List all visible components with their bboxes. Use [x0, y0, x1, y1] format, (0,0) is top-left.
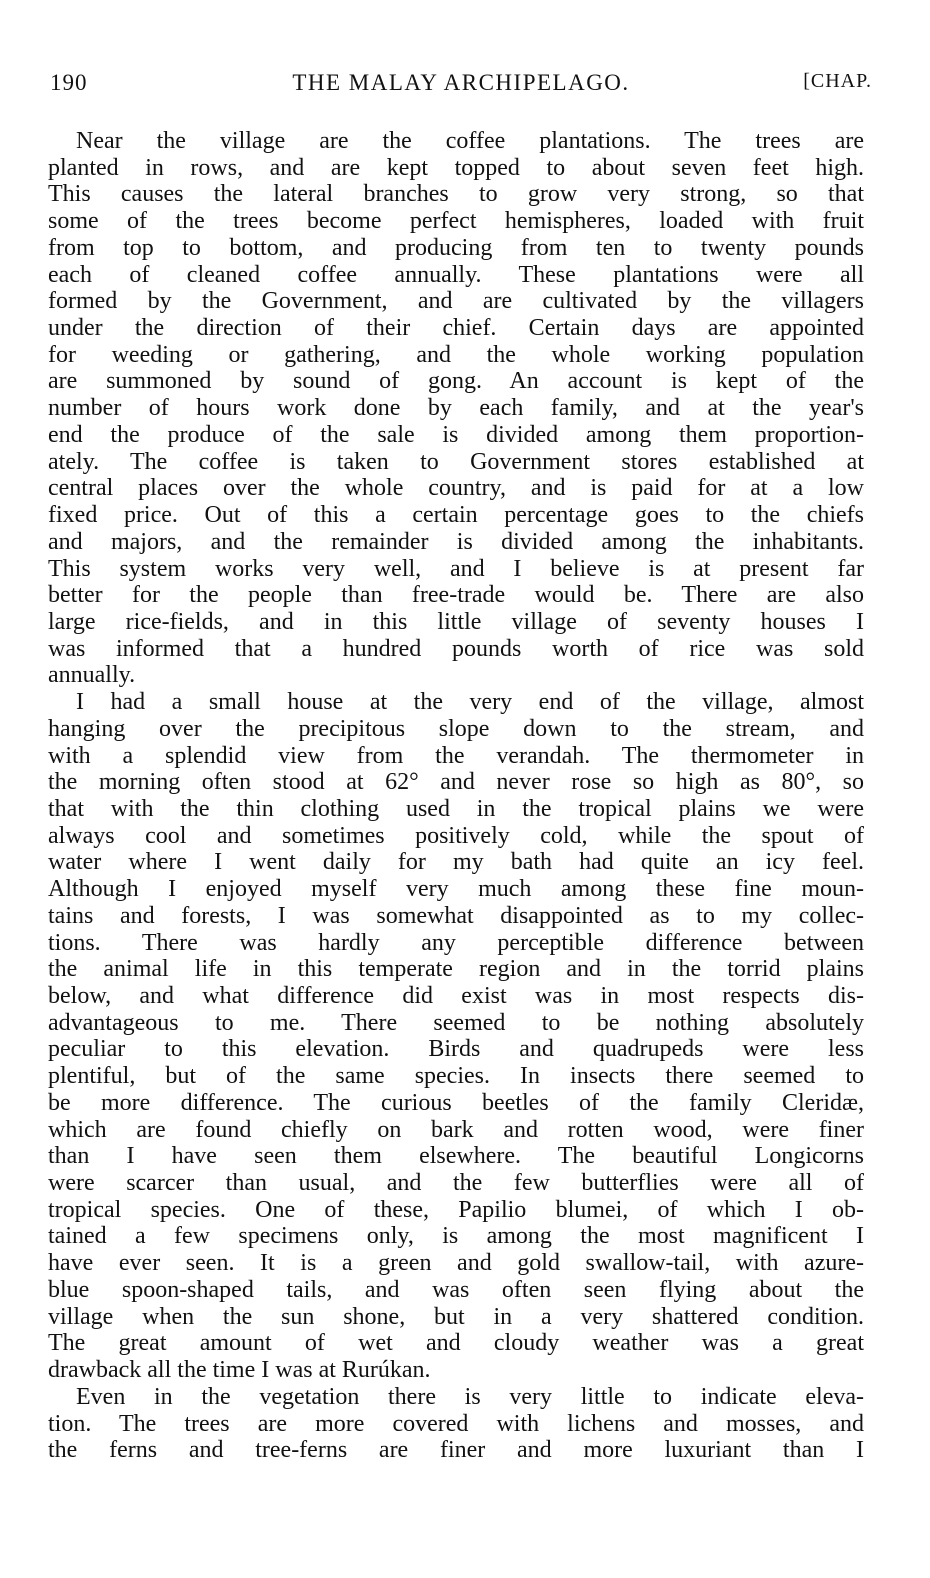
text-line: tains and forests, I was somewhat disappointed as to my collec- — [48, 902, 864, 929]
text-line: are summoned by sound of gong. An account is kept of the — [48, 368, 864, 395]
text-line: tropical species. One of these, Papilio blumei, of which I ob- — [48, 1196, 864, 1223]
text-line: was informed that a hundred pounds worth of rice was sold — [48, 635, 864, 662]
text-line: under the direction of their chief. Certain days are appointed — [48, 315, 864, 342]
text-line: central places over the whole country, and is paid for at a low — [48, 475, 864, 502]
text-line: the morning often stood at 62° and never rose so high as 80°, so — [48, 769, 864, 796]
text-line: village when the sun shone, but in a very shattered condition. — [48, 1303, 864, 1330]
text-line: water where I went daily for my bath had quite an icy feel. — [48, 849, 864, 876]
text-line: plentiful, but of the same species. In insects there seemed to — [48, 1063, 864, 1090]
text-line: with a splendid view from the verandah. The thermometer in — [48, 742, 864, 769]
running-header — [50, 70, 872, 104]
text-line: tions. There was hardly any perceptible difference between — [48, 929, 864, 956]
text-line: Near the village are the coffee plantations. The trees are — [76, 128, 864, 154]
text-line: better for the people than free-trade would be. There are also — [48, 582, 864, 609]
text-line: number of hours work done by each family, and at the year's — [48, 395, 864, 422]
text-line: Even in the vegetation there is very little to indicate eleva- — [76, 1383, 864, 1410]
text-line: some of the trees become perfect hemispheres, loaded with fruit — [48, 208, 864, 235]
text-line: from top to bottom, and producing from ten to twenty pounds — [48, 234, 864, 261]
page-number: 190 — [50, 70, 88, 95]
running-title: THE MALAY ARCHIPELAGO. — [292, 70, 630, 95]
text-line: each of cleaned coffee annually. These plantations were all — [48, 261, 864, 288]
text-line: drawback all the time I was at Rurúkan. — [48, 1357, 431, 1384]
text-line: than I have seen them elsewhere. The beautiful Longicorns — [48, 1143, 864, 1170]
text-line: tion. The trees are more covered with lichens and mosses, and — [48, 1410, 864, 1437]
text-line: Although I enjoyed myself very much among these fine moun- — [48, 876, 864, 903]
text-line: I had a small house at the very end of the village, almost — [76, 689, 864, 716]
text-line: fixed price. Out of this a certain percentage goes to the chiefs — [48, 502, 864, 529]
text-line: have ever seen. It is a green and gold swallow-tail, with azure- — [48, 1250, 864, 1277]
text-line: formed by the Government, and are cultivated by the villagers — [48, 288, 864, 315]
text-line: tained a few specimens only, is among the most magnificent I — [48, 1223, 864, 1250]
text-line: which are found chiefly on bark and rotten wood, were finer — [48, 1116, 864, 1143]
text-line: ately. The coffee is taken to Government stores established at — [48, 448, 864, 475]
text-line: peculiar to this elevation. Birds and quadrupeds were less — [48, 1036, 864, 1063]
text-line: were scarcer than usual, and the few butterflies were all of — [48, 1170, 864, 1197]
text-line: annually. — [48, 662, 136, 689]
text-line: large rice-fields, and in this little village of seventy houses I — [48, 608, 864, 635]
text-line: The great amount of wet and cloudy weather was a great — [48, 1330, 864, 1357]
text-line: blue spoon-shaped tails, and was often seen flying about the — [48, 1276, 864, 1303]
paragraph — [48, 1384, 864, 1464]
paragraph — [48, 128, 864, 689]
text-line: advantageous to me. There seemed to be nothing absolutely — [48, 1009, 864, 1036]
text-line: hanging over the precipitous slope down to the stream, and — [48, 715, 864, 742]
text-line: that with the thin clothing used in the tropical plains we were — [48, 795, 864, 822]
text-line: planted in rows, and are kept topped to about seven feet high. — [48, 154, 864, 181]
text-line: for weeding or gathering, and the whole working population — [48, 341, 864, 368]
body-text — [48, 128, 864, 1464]
text-line: be more difference. The curious beetles of the family Cleridæ, — [48, 1089, 864, 1116]
text-line: always cool and sometimes positively cold, while the spout of — [48, 822, 864, 849]
text-line: below, and what difference did exist was in most respects dis- — [48, 983, 864, 1009]
chapter-mark: [CHAP. — [803, 70, 872, 92]
text-line: end the produce of the sale is divided among them proportion- — [48, 421, 864, 448]
text-line: the animal life in this temperate region and in the torrid plains — [48, 956, 864, 983]
text-line: and majors, and the remainder is divided among the inhabitants. — [48, 528, 864, 555]
paragraph — [48, 689, 864, 1384]
text-line: the ferns and tree-ferns are finer and more luxuriant than I — [48, 1437, 864, 1464]
text-line: This causes the lateral branches to grow very strong, so that — [48, 181, 864, 208]
text-line: This system works very well, and I believe is at present far — [48, 555, 864, 582]
